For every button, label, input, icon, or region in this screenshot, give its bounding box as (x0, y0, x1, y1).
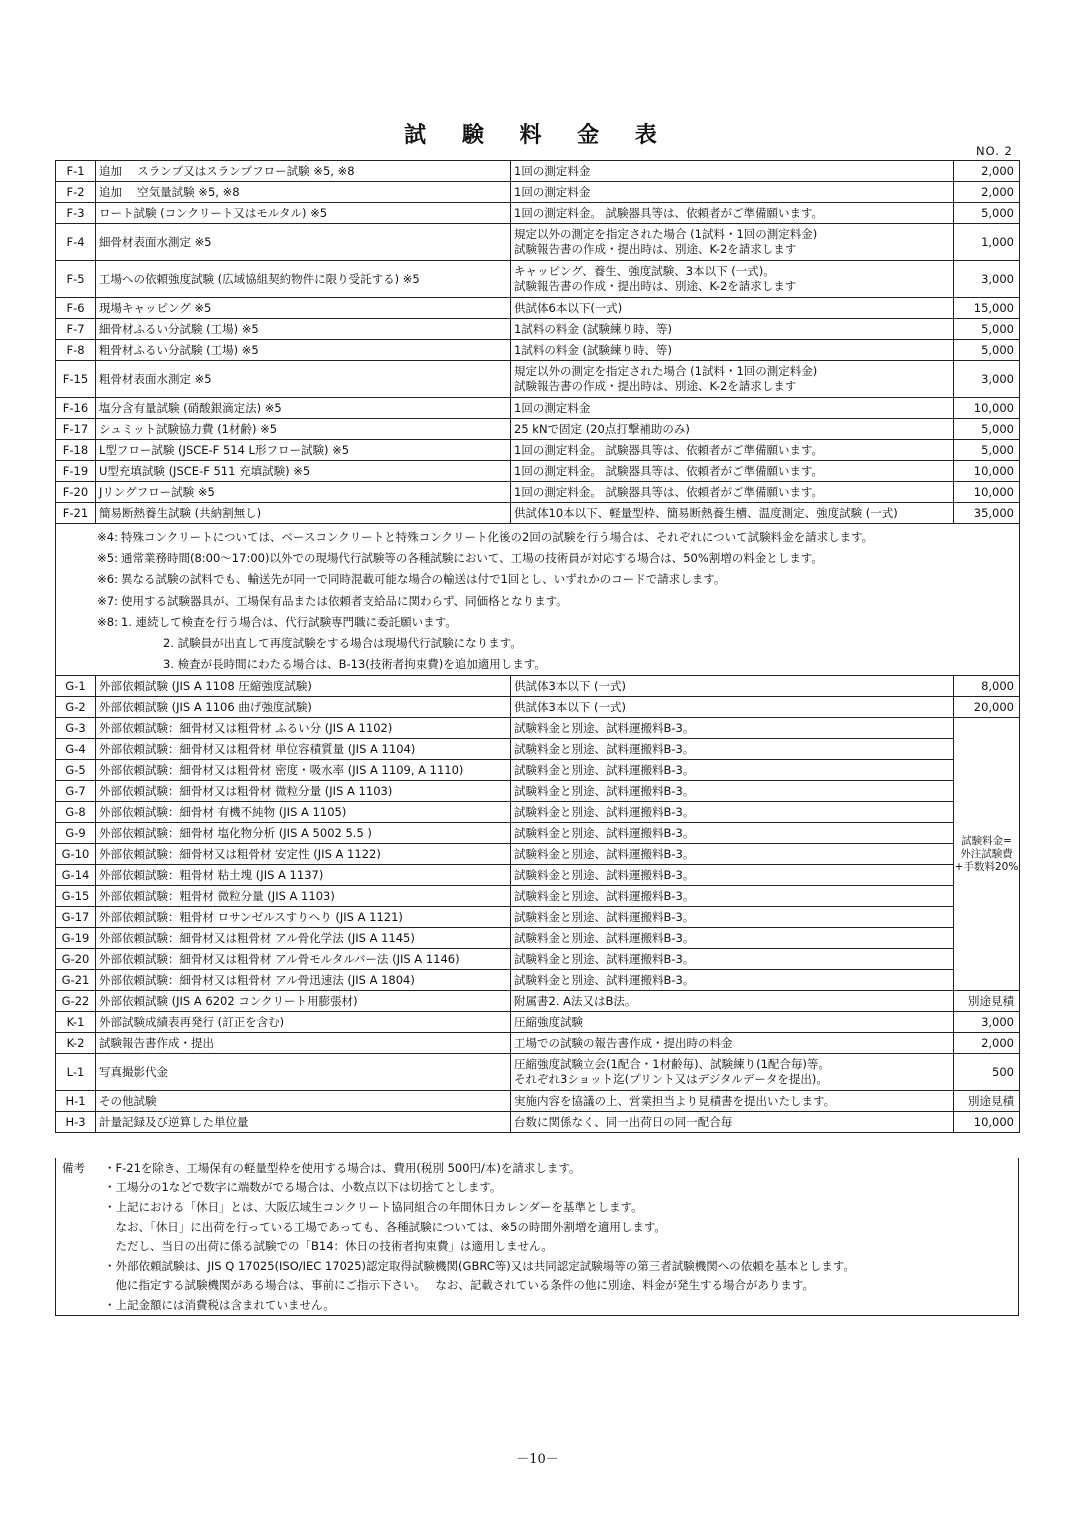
row-description: 1回の測定料金。 試験器具等は、依頼者がご準備願います。 (511, 203, 954, 224)
remark-text: ただし、当日の出荷に係る試験での「B14：休日の技術者拘束費」は適用しません。 (104, 1239, 553, 1254)
row-description-line: 規定以外の測定を指定された場合 (1試料・1回の測定料金) (514, 364, 818, 378)
row-code: F-5 (56, 261, 96, 298)
note-mark: ※7: (97, 593, 118, 608)
row-price: 10,000 (954, 1112, 1020, 1133)
row-test-name: Jリングフロー試験 ※5 (96, 482, 511, 503)
merged-price-cell (954, 718, 1020, 991)
row-price: 20,000 (954, 697, 1020, 718)
row-price: 1,000 (954, 224, 1020, 261)
row-description (511, 361, 954, 398)
note-mark: ※8: (97, 614, 118, 629)
row-code: F-15 (56, 361, 96, 398)
table-row (56, 1112, 1020, 1133)
row-description: 1回の測定料金。 試験器具等は、依頼者がご準備願います。 (511, 461, 954, 482)
table-row (56, 928, 1020, 949)
row-code: K-2 (56, 1033, 96, 1054)
note-line (56, 612, 1019, 633)
table-row (56, 802, 1020, 823)
row-description: 台数に関係なく、同一出荷日の同一配合毎 (511, 1112, 954, 1133)
row-test-name: 細骨材ふるい分試験 (工場) ※5 (96, 319, 511, 340)
row-price: 10,000 (954, 398, 1020, 419)
row-price: 2,000 (954, 161, 1020, 182)
row-test-name: 追加 スランプ又はスランプフロー試験 ※5, ※8 (96, 161, 511, 182)
row-description: 試験料金と別途、試料運搬料B-3。 (511, 781, 954, 802)
row-test-name: 追加 空気量試験 ※5, ※8 (96, 182, 511, 203)
row-code: G-19 (56, 928, 96, 949)
note-text: 通常業務時間(8:00～17:00)以外での現場代行試験等の各種試験において、工場の技術員が対応する場合は、50%割増の料金とします。 (121, 551, 823, 566)
row-description: 1回の測定料金 (511, 398, 954, 419)
row-description: 試験料金と別途、試料運搬料B-3。 (511, 970, 954, 991)
row-test-name: 外部依頼試験：粗骨材 微粒分量 (JIS A 1103) (96, 886, 511, 907)
fee-table-g-section (56, 676, 1020, 991)
row-price: 10,000 (954, 482, 1020, 503)
row-test-name: 細骨材表面水測定 ※5 (96, 224, 511, 261)
remarks-label: 備考 (62, 1160, 85, 1175)
row-description: 試験料金と別途、試料運搬料B-3。 (511, 865, 954, 886)
note-line (56, 591, 1019, 612)
row-test-name: ロート試験 (コンクリート又はモルタル) ※5 (96, 203, 511, 224)
note-mark: ※4: (97, 530, 118, 545)
row-code: F-16 (56, 398, 96, 419)
row-description-line: 規定以外の測定を指定された場合 (1試料・1回の測定料金) (514, 227, 818, 241)
row-code: F-4 (56, 224, 96, 261)
row-price: 15,000 (954, 298, 1020, 319)
row-price: 別途見積 (954, 1091, 1020, 1112)
row-description (511, 261, 954, 298)
row-description: 試験料金と別途、試料運搬料B-3。 (511, 802, 954, 823)
note-line (56, 569, 1019, 590)
row-code: H-1 (56, 1091, 96, 1112)
row-price: 5,000 (954, 440, 1020, 461)
table-row (56, 718, 1020, 739)
row-price: 3,000 (954, 361, 1020, 398)
row-test-name: 外部依頼試験：粗骨材 粘土塊 (JIS A 1137) (96, 865, 511, 886)
row-code: F-7 (56, 319, 96, 340)
table-row (56, 1012, 1020, 1033)
row-description-line: それぞれ3ショット迄(プリント又はデジタルデータを提出)。 (514, 1072, 828, 1087)
row-code: G-5 (56, 760, 96, 781)
notes-cell (56, 524, 1020, 676)
row-test-name: 粗骨材表面水測定 ※5 (96, 361, 511, 398)
row-test-name: 外部依頼試験：細骨材又は粗骨材 微粒分量 (JIS A 1103) (96, 781, 511, 802)
row-test-name: その他試験 (96, 1091, 511, 1112)
row-description: 試験料金と別途、試料運搬料B-3。 (511, 760, 954, 781)
remark-line (56, 1276, 1018, 1296)
remark-line (56, 1236, 1018, 1256)
row-test-name: 試験報告書作成・提出 (96, 1033, 511, 1054)
row-code: G-9 (56, 823, 96, 844)
row-price: 2,000 (954, 182, 1020, 203)
table-row (56, 1091, 1020, 1112)
table-row (56, 161, 1020, 182)
row-test-name: 外部依頼試験：細骨材又は粗骨材 アル骨モルタルバー法 (JIS A 1146) (96, 949, 511, 970)
remark-line (56, 1256, 1018, 1276)
note-mark: ※6: (97, 572, 118, 587)
row-test-name: 外部依頼試験：細骨材又は粗骨材 密度・吸水率 (JIS A 1109, A 1110) (96, 760, 511, 781)
remark-line (56, 1158, 1018, 1178)
row-code: G-10 (56, 844, 96, 865)
row-test-name: 外部依頼試験 (JIS A 6202 コンクリート用膨張材) (96, 991, 511, 1012)
table-row (56, 503, 1020, 524)
note-mark: ※5: (97, 551, 118, 566)
table-row (56, 182, 1020, 203)
row-description: 工場での試験の報告書作成・提出時の料金 (511, 1033, 954, 1054)
table-row (56, 224, 1020, 261)
table-row (56, 970, 1020, 991)
table-row (56, 361, 1020, 398)
remark-text: 他に指定する試験機関がある場合は、事前にご指示下さい。 なお、記載されている条件の他に別途、料金が発生する場合があります。 (104, 1278, 814, 1293)
row-description: 供試体10本以下、軽量型枠、簡易断熱養生槽、温度測定、強度試験 (一式) (511, 503, 954, 524)
row-test-name: 外部依頼試験 (JIS A 1108 圧縮強度試験) (96, 676, 511, 697)
row-description: 試験料金と別途、試料運搬料B-3。 (511, 949, 954, 970)
table-row (56, 298, 1020, 319)
row-description-line: キャッピング、養生、強度試験、3本以下 (一式)。 (514, 264, 775, 278)
row-test-name: 外部試験成績表再発行 (訂正を含む) (96, 1012, 511, 1033)
row-code: G-14 (56, 865, 96, 886)
row-description: 試験料金と別途、試料運搬料B-3。 (511, 907, 954, 928)
page-number: NO. 2 (976, 144, 1013, 158)
page-title: 試 験 料 金 表 (404, 123, 671, 148)
table-row (56, 461, 1020, 482)
table-row (56, 419, 1020, 440)
row-price: 10,000 (954, 461, 1020, 482)
table-row (56, 781, 1020, 802)
table-row (56, 676, 1020, 697)
page-footer: －10－ (516, 1452, 559, 1467)
merged-price-line: +手数料20% (954, 860, 1019, 873)
row-test-name: L型フロー試験 (JSCE-F 514 L形フロー試験) ※5 (96, 440, 511, 461)
table-row (56, 844, 1020, 865)
row-description-line: 試験報告書の作成・提出時は、別途、K-2を請求します (514, 279, 797, 293)
row-price: 5,000 (954, 340, 1020, 361)
row-test-name: 写真撮影代金 (96, 1054, 511, 1091)
table-row (56, 398, 1020, 419)
remarks-box (55, 1158, 1019, 1316)
row-code: K-1 (56, 1012, 96, 1033)
row-description (511, 1054, 954, 1091)
row-test-name: 塩分含有量試験 (硝酸銀滴定法) ※5 (96, 398, 511, 419)
row-test-name: 外部依頼試験：細骨材 有機不純物 (JIS A 1105) (96, 802, 511, 823)
row-test-name: 外部依頼試験：粗骨材 ロサンゼルスすりへり (JIS A 1121) (96, 907, 511, 928)
row-description: 1試料の料金 (試験練り時、等) (511, 340, 954, 361)
row-description-line: 圧縮強度試験立会(1配合・1材齢毎)、試験練り(1配合毎)等。 (514, 1057, 830, 1072)
remark-text: ・外部依頼試験は、JIS Q 17025(ISO/IEC 17025)認定取得試験機関(GBRC等)又は共同認定試験場等の第三者試験機関への依頼を基本とします。 (104, 1258, 855, 1273)
note-text: 1. 連続して検査を行う場合は、代行試験専門職に委託願います。 (121, 614, 457, 629)
remark-text: ・工場分の1などで数字に端数がでる場合は、小数点以下は切捨てとします。 (104, 1180, 502, 1195)
row-code: G-22 (56, 991, 96, 1012)
row-price: 3,000 (954, 261, 1020, 298)
row-code: F-17 (56, 419, 96, 440)
note-text: 3. 検査が長時間にわたる場合は、B-13(技術者拘束費)を追加適用します。 (163, 657, 546, 672)
row-code: F-19 (56, 461, 96, 482)
table-row (56, 865, 1020, 886)
table-row (56, 823, 1020, 844)
row-description: 試験料金と別途、試料運搬料B-3。 (511, 844, 954, 865)
row-code: F-20 (56, 482, 96, 503)
row-test-name: 外部依頼試験：細骨材又は粗骨材 アル骨化学法 (JIS A 1145) (96, 928, 511, 949)
row-test-name: 計量記録及び逆算した単位量 (96, 1112, 511, 1133)
table-row (56, 697, 1020, 718)
table-row (56, 319, 1020, 340)
row-test-name: 外部依頼試験：細骨材又は粗骨材 安定性 (JIS A 1122) (96, 844, 511, 865)
row-code: G-8 (56, 802, 96, 823)
row-description: 試験料金と別途、試料運搬料B-3。 (511, 928, 954, 949)
table-row (56, 991, 1020, 1012)
row-code: F-1 (56, 161, 96, 182)
remark-line (56, 1178, 1018, 1198)
remark-text: ・F-21を除き、工場保有の軽量型枠を使用する場合は、費用(税別 500円/本)を請求します。 (104, 1160, 581, 1175)
table-row (56, 949, 1020, 970)
row-test-name: 外部依頼試験 (JIS A 1106 曲げ強度試験) (96, 697, 511, 718)
note-text: 2. 試験員が出直して再度試験をする場合は現場代行試験になります。 (163, 636, 522, 651)
table-row (56, 340, 1020, 361)
remark-text: ・上記金額には消費税は含まれていません。 (104, 1297, 335, 1312)
row-code: G-1 (56, 676, 96, 697)
table-row (56, 1033, 1020, 1054)
row-price: 別途見積 (954, 991, 1020, 1012)
note-line (56, 654, 1019, 675)
row-description: 試験料金と別途、試料運搬料B-3。 (511, 739, 954, 760)
row-code: F-21 (56, 503, 96, 524)
note-line (56, 548, 1019, 569)
note-text: 特殊コンクリートについては、ベースコンクリートと特殊コンクリート化後の2回の試験を行う場合は、それぞれについて試験料金を請求します。 (121, 530, 874, 545)
row-description: 1回の測定料金 (511, 161, 954, 182)
row-description: 供試体3本以下 (一式) (511, 676, 954, 697)
table-row (56, 760, 1020, 781)
note-line (56, 527, 1019, 548)
notes-section (56, 524, 1020, 676)
row-code: G-3 (56, 718, 96, 739)
row-test-name: 粗骨材ふるい分試験 (工場) ※5 (96, 340, 511, 361)
remark-text: ・上記における「休日」とは、大阪広域生コンクリート協同組合の年間休日カレンダーを基準とします。 (104, 1199, 643, 1214)
merged-price-line: 試験料金= (961, 834, 1012, 847)
row-description: 25 kNで固定 (20点打撃補助のみ) (511, 419, 954, 440)
row-test-name: U型充填試験 (JSCE-F 511 充填試験) ※5 (96, 461, 511, 482)
remark-line (56, 1197, 1018, 1217)
row-test-name: 簡易断熱養生試験 (共納割無し) (96, 503, 511, 524)
merged-price-line: 外注試験費 (960, 847, 1013, 860)
remark-line (56, 1295, 1018, 1315)
row-description: 1回の測定料金 (511, 182, 954, 203)
table-row (56, 261, 1020, 298)
row-description: 附属書2. A法又はB法。 (511, 991, 954, 1012)
row-price: 500 (954, 1054, 1020, 1091)
note-text: 異なる試験の試料でも、輸送先が同一で同時混載可能な場合の輸送は付で1回とし、いずれかのコードで請求します。 (121, 572, 726, 587)
row-code: F-8 (56, 340, 96, 361)
row-description: 圧縮強度試験 (511, 1012, 954, 1033)
row-price: 35,000 (954, 503, 1020, 524)
table-row (56, 1054, 1020, 1091)
row-code: G-4 (56, 739, 96, 760)
row-code: G-17 (56, 907, 96, 928)
row-description-line: 試験報告書の作成・提出時は、別途、K-2を請求します (514, 242, 797, 256)
row-description: 試験料金と別途、試料運搬料B-3。 (511, 886, 954, 907)
row-code: G-15 (56, 886, 96, 907)
row-description: 1回の測定料金。 試験器具等は、依頼者がご準備願います。 (511, 440, 954, 461)
row-price: 5,000 (954, 419, 1020, 440)
row-code: G-7 (56, 781, 96, 802)
row-description: 試験料金と別途、試料運搬料B-3。 (511, 823, 954, 844)
row-description-line: 試験報告書の作成・提出時は、別途、K-2を請求します (514, 379, 797, 393)
note-text: 使用する試験器具が、工場保有品または依頼者支給品に関わらず、同価格となります。 (121, 593, 568, 608)
remark-line (56, 1217, 1018, 1237)
table-row (56, 739, 1020, 760)
row-code: F-2 (56, 182, 96, 203)
fee-table (55, 160, 1020, 1133)
row-description (511, 224, 954, 261)
table-row (56, 203, 1020, 224)
row-description: 試験料金と別途、試料運搬料B-3。 (511, 718, 954, 739)
row-price: 2,000 (954, 1033, 1020, 1054)
table-row (56, 907, 1020, 928)
row-code: F-18 (56, 440, 96, 461)
row-description: 実施内容を協議の上、営業担当より見積書を提出いたします。 (511, 1091, 954, 1112)
row-code: F-6 (56, 298, 96, 319)
row-price: 3,000 (954, 1012, 1020, 1033)
row-price: 8,000 (954, 676, 1020, 697)
row-test-name: 外部依頼試験：細骨材又は粗骨材 ふるい分 (JIS A 1102) (96, 718, 511, 739)
row-test-name: 外部依頼試験：細骨材 塩化物分析 (JIS A 5002 5.5 ) (96, 823, 511, 844)
row-code: L-1 (56, 1054, 96, 1091)
row-code: G-2 (56, 697, 96, 718)
row-price: 5,000 (954, 203, 1020, 224)
row-price: 5,000 (954, 319, 1020, 340)
row-test-name: 現場キャッピング ※5 (96, 298, 511, 319)
table-row (56, 482, 1020, 503)
fee-table-f-section (56, 161, 1020, 524)
row-test-name: 外部依頼試験：細骨材又は粗骨材 アル骨迅速法 (JIS A 1804) (96, 970, 511, 991)
row-test-name: 外部依頼試験：細骨材又は粗骨材 単位容積質量 (JIS A 1104) (96, 739, 511, 760)
row-description: 1試料の料金 (試験練り時、等) (511, 319, 954, 340)
row-code: F-3 (56, 203, 96, 224)
row-test-name: 工場への依頼強度試験 (広域協組契約物件に限り受託する) ※5 (96, 261, 511, 298)
row-description: 1回の測定料金。 試験器具等は、依頼者がご準備願います。 (511, 482, 954, 503)
note-line (56, 633, 1019, 654)
row-code: G-21 (56, 970, 96, 991)
table-row (56, 886, 1020, 907)
table-row (56, 440, 1020, 461)
row-code: H-3 (56, 1112, 96, 1133)
remark-text: なお、「休日」に出荷を行っている工場であっても、各種試験については、※5の時間外割増を適用します。 (104, 1219, 666, 1234)
row-description: 供試体3本以下 (一式) (511, 697, 954, 718)
row-description: 供試体6本以下(一式) (511, 298, 954, 319)
fee-table-other-section (56, 991, 1020, 1133)
row-code: G-20 (56, 949, 96, 970)
row-test-name: シュミット試験協力費 (1材齢) ※5 (96, 419, 511, 440)
